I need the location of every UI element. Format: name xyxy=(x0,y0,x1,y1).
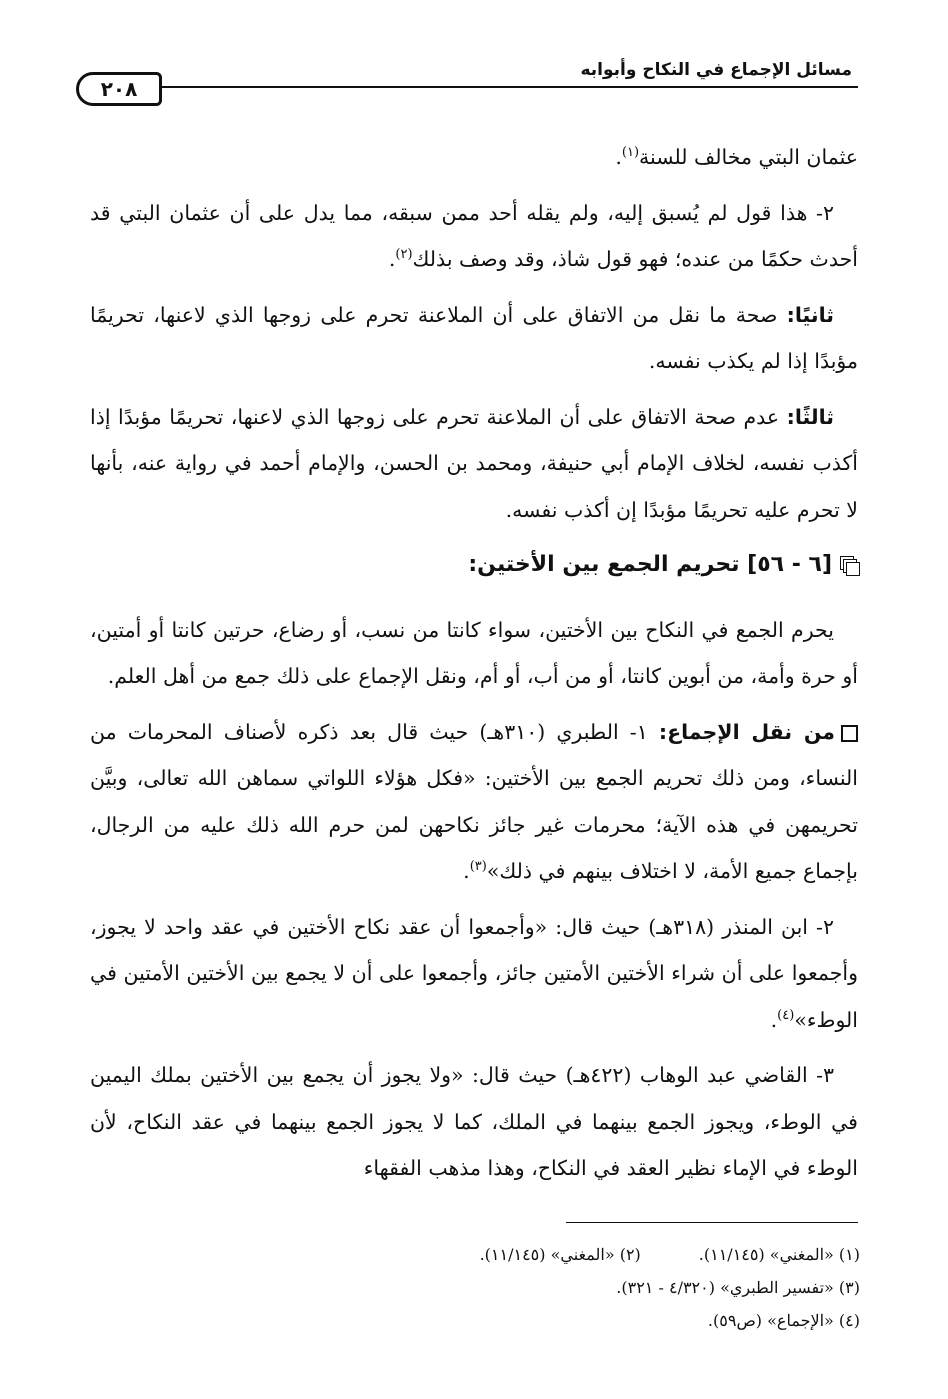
paragraph: يحرم الجمع في النكاح بين الأختين، سواء كانتا من نسب، أو رضاع، حرتين كانتا أو أمتين، أو حرة وأمة، من أبوين كانتا، أو من أب، أو أم، ونقل الإجماع على ذلك جمع من أهل العلم. xyxy=(90,617,858,688)
footnote: (٢) «المغني» (١١/١٤٥). xyxy=(479,1245,641,1264)
square-icon xyxy=(841,725,858,742)
page-header xyxy=(78,58,858,100)
paragraph: عثمان البتي مخالف للسنة$^{(١)}$. xyxy=(615,145,858,169)
footnote-ref: (١) xyxy=(621,145,640,161)
footnote-ref: (٣) xyxy=(469,859,487,875)
paragraph-lead: من نقل الإجماع: xyxy=(658,719,835,744)
running-title: مسائل الإجماع في النكاح وأبوابه xyxy=(580,60,852,80)
paragraph: ٣- القاضي عبد الوهاب (٤٢٢هـ) حيث قال: «ولا يجوز أن يجمع بين الأختين بملك اليمين في الوطء، ويجوز الجمع بينهما في الملك، كما لا يجوز الجمع بينهما في عقد النكاح، لأن الوطء في الإماء نظير العقد في النكاح، وهذا مذهب الفقهاء xyxy=(90,1063,858,1180)
section-heading-text: [٦ - ٥٦] تحريم الجمع بين الأختين: xyxy=(468,552,832,577)
paragraph: ثانيًا: صحة ما نقل من الاتفاق على أن الملاعنة تحرم على زوجها الذي لاعنها، تحريمًا مؤبدًا إذا لم يكذب نفسه. xyxy=(90,302,858,373)
paragraph-lead: ثانيًا: xyxy=(786,302,834,327)
page-body xyxy=(90,134,858,1201)
footnote: (١) «المغني» (١١/١٤٥). xyxy=(698,1245,860,1264)
footnote-row xyxy=(90,1238,860,1271)
footnotes xyxy=(90,1238,860,1337)
page-number: ٢٠٨ xyxy=(76,72,162,106)
paragraph: ٢- ابن المنذر (٣١٨هـ) حيث قال: «وأجمعوا أن عقد نكاح الأختين في عقد واحد لا يجوز، وأجمعوا على أن شراء الأختين الأمتين جائز، وأجمعوا على أن لا يجمع بين الأختين الأمتين في الوطء»$^{(٤)}$. xyxy=(90,914,858,1032)
paragraph: ثالثًا: عدم صحة الاتفاق على أن الملاعنة تحرم على زوجها الذي لاعنها، تحريمًا مؤبدًا إذا أكذب نفسه، لخلاف الإمام أبي حنيفة، ومحمد بن الحسن، والإمام أحمد في رواية عنه، بأنها لا تحرم عليه تحريمًا مؤبدًا إن أكذب نفسه. xyxy=(90,404,858,522)
paragraph: من نقل الإجماع: ١- الطبري (٣١٠هـ) حيث قال بعد ذكره لأصناف المحرمات من النساء، ومن ذلك تحريم الجمع بين الأختين: «فكل هؤلاء اللواتي سماهن الله تعالى، وبيَّن تحريمهن في هذه الآية؛ محرمات غير جائز نكاحهن لمن حرم الله ذلك عليه من الرجال، بإجماع جميع الأمة، لا اختلاف بينهم في ذلك»$^{(٣)}$. xyxy=(90,719,858,883)
paragraph: ٢- هذا قول لم يُسبق إليه، ولم يقله أحد ممن سبقه، مما يدل على أن عثمان البتي قد أحدث حكمًا من عنده؛ فهو قول شاذ، وقد وصف بذلك$^{(٢)}$. xyxy=(90,200,858,271)
stacked-squares-icon xyxy=(840,556,858,574)
footnote-rule xyxy=(566,1222,858,1223)
paragraph-lead: ثالثًا: xyxy=(786,404,834,429)
header-rule xyxy=(78,86,858,88)
footnote-ref: (٢) xyxy=(395,247,413,263)
footnote-ref: (٤) xyxy=(777,1007,795,1023)
footnote: (٣) «تفسير الطبري» (٤/٣٢٠ - ٣٢١). xyxy=(616,1278,860,1297)
section-heading xyxy=(90,542,858,589)
footnote: (٤) «الإجماع» (ص٥٩). xyxy=(707,1311,860,1330)
